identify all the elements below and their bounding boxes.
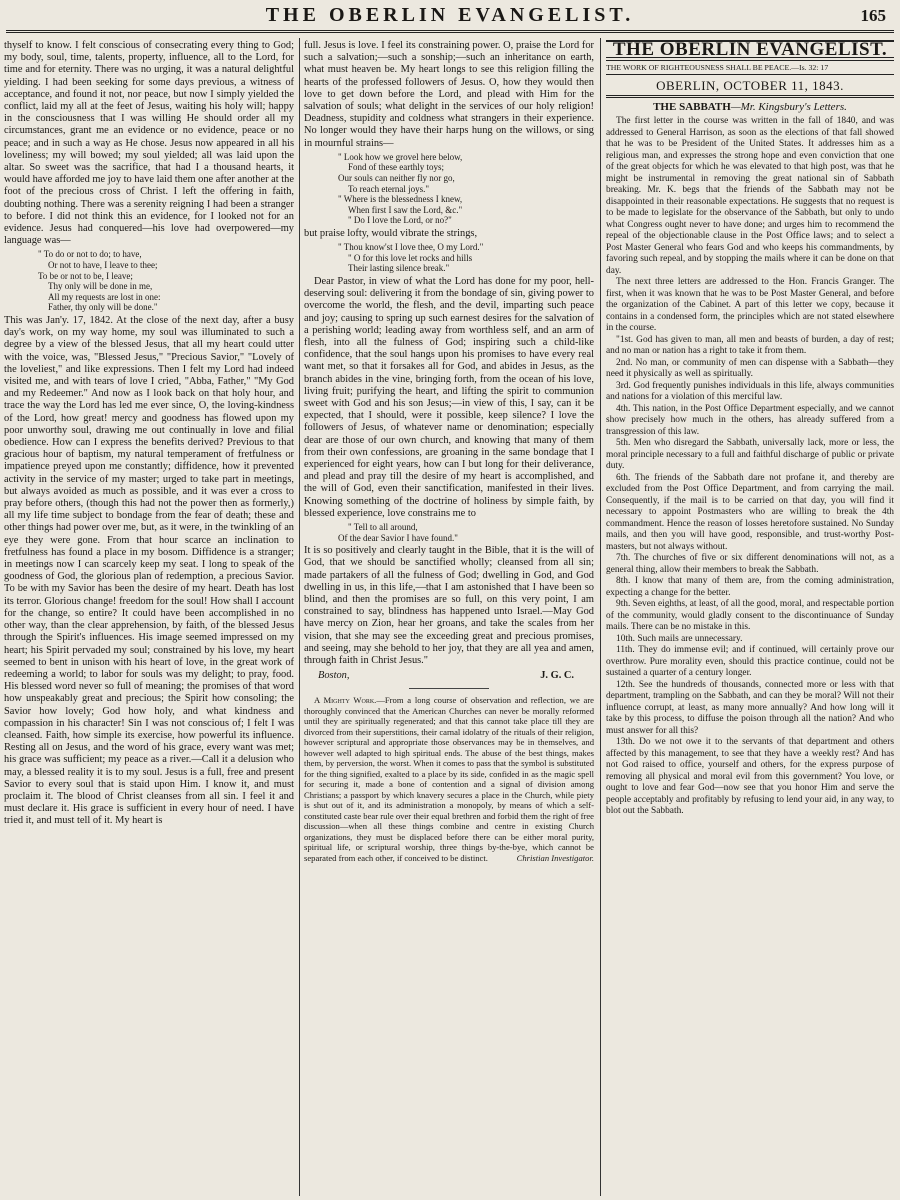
column-divider — [299, 38, 300, 1196]
page-header — [0, 2, 900, 32]
separator — [409, 688, 489, 689]
verse-line: " Tell to all around, — [348, 522, 418, 533]
column-1 — [4, 40, 294, 1200]
list-item: 3rd. God frequently punishes individuals in this life, always communities and nations for a violation of this merciful law. — [606, 380, 894, 402]
list-item: 6th. The friends of the Sabbath dare not profane it, and thereby are excluded from the Post Office Department, and from carrying the mail. Consequently, if the mail is to be carried on that day, you will find it necessary to appoint Postmasters who are willing to break the 4th commandment. Hence the reason of losses heretofore sustained. No Sunday mails, and then you will have good, responsible, and trust-worthy Post-masters, but not always without. — [606, 472, 894, 552]
item-source: Christian Investigator. — [516, 852, 594, 863]
paragraph: The first letter in the course was written in the fall of 1840, and was addressed to General Harrison, as soon as the elections of that fall showed that he was to be President of the United States. It addresses him as a religious man, and expresses the strong hope and even conviction that one of the great objects for which he was elevated to that high post, was that he might be instrumental in removing the great national sin of Sabbath breaking. Mr. K. begs that the friends of the Sabbath may not be disappointed in their reasonable expectations. He suggests that no request is to be made to legislate for the observance of the Sabbath, but only to undo what Congress ought never to have done; and urges him to recommend the repeal of the objectionable clause in the Post Office laws; and to select a Post Master General who fears God and who keeps his commandments, by favoring such repeal, and by stopping the mails where it can be done on that day. — [606, 116, 894, 276]
verse-line: All my requests are lost in one: — [48, 291, 161, 302]
verse-line: When first I saw the Lord, &c." — [348, 204, 463, 215]
signature-initials: J. G. C. — [540, 670, 574, 682]
verse-line: " Look how we grovel here below, — [338, 151, 463, 162]
paragraph: thyself to know. I felt conscious of consecrating every thing to God; my body, soul, time, talents, property, influence, all to the Lord, for time and for eternity. There was no urging, it was a natural delightful yielding. I had been seeking for some days previous, a witness of acceptance, and found it not, nor peace, but now I simply yielded the conflict, laid my all at the feet of Jesus, waiting his holy will; happy in the consciousness that I was willing He should order all my circumstances, grant me an evidence or no evidence, peace or no peace; and in such a way as He chose. Jesus now appeared in all his loveliness; my will bowed; my soul yielded; all was laid upon the altar. So sweet was the sacrifice, that had I a thousand hearts, it would have afforded me joy to have laid them one after another at the foot of the precious cross of Christ. I left the offering in faith, doubting nothing. There was a serenity reigning I had been a stranger to before. I did not think this an evidence, for I looked not for an evidence. Jesus had conquered—his love had overpowered—my language was— — [4, 40, 294, 247]
paragraph: Dear Pastor, in view of what the Lord has done for my poor, hell-deserving soul: delivering it from the bondage of sin, giving power to overcome the world, the flesh, and the devil, imparting such peace and joy; causing to spring up such earnest desires for the salvation of a perishing world; leading away from worthless self, and an arm of flesh, into all the fulness of God; inspiring such a child-like confidence, that the soul hangs upon his promises to have every real want met, so that it forsakes all for God, and abides in Jesus, as the branch abides in the vine, bringing forth, from the ocean of his love, living fruit; purifying the heart, and lifting the spirit to communion sweet with God and his son Jesus;—in view of this, I say, can it be expected, that I should, were it possible, keep silence? I love the followers of Jesus, of whatever name or denomination; especially dear are those of our own church, and knowing that many of them from their own confessions, are groaning in the same bondage that I experienced for eight years, how can I but long for their deliverance, and plead and pray till the desire of my heart is accomplished, and the will of God, even their sanctification, manifested in their lives. Knowing something of the doctrine of holiness by simple faith, by blessed experience, love constrains me to — [304, 275, 594, 519]
verse-line: To reach eternal joys." — [348, 183, 430, 194]
masthead: THE OBERLIN EVANGELIST. — [265, 4, 635, 26]
rule — [606, 95, 894, 98]
list-item: 8th. I know that many of them are, from the coming administration, expecting a change for the better. — [606, 576, 894, 598]
verse — [338, 242, 594, 274]
column-divider — [600, 38, 601, 1196]
signature-place: Boston, — [318, 670, 350, 682]
paragraph: full. Jesus is love. I feel its constraining power. O, praise the Lord for such a salvation;—such a sonship;—such an inheritance on earth, what must heaven be. My heart longs to see this religion filling the hearts of the professed followers of Jesus. O, how they would then love to get down before the Lord, and plead with Him for the salvation of souls; what delight in the services of our holy religion! Deadness, stupidity and coldness what strangers in their experience. No longer would they have their harps hung on the willows, or sing in mournful strains— — [304, 40, 594, 149]
verse-line: " To do or not to do; to have, — [38, 249, 142, 260]
verse-line: Fond of these earthly toys; — [348, 162, 444, 173]
paragraph: The next three letters are addressed to the Hon. Francis Granger. The first, when it was known that he was to be Post Master General, and before the organization of the Cabinet. A part of this letter we copy, because it contains in a condensed form, the principles which are not stated elsewhere in the course. — [606, 277, 894, 333]
signature — [318, 670, 574, 682]
editorial-masthead — [606, 40, 894, 58]
verse-line: " O for this love let rocks and hills — [348, 252, 473, 263]
paragraph: but praise lofty, would vibrate the strings, — [304, 227, 478, 239]
verse-line: " Where is the blessedness I knew, — [338, 194, 463, 205]
verse-line: " Do I love the Lord, or no?" — [348, 215, 452, 226]
column-3 — [606, 40, 894, 1200]
verse-line: Our souls can neither fly nor go, — [338, 173, 455, 184]
verse-line: Or not to have, I leave to thee; — [48, 260, 158, 271]
verse — [38, 249, 294, 313]
paragraph: This was Jan'y. 17, 1842. At the close of the next day, after a busy day's work, on my way home, my soul was illuminated to such a degree by a view of the blessed Jesus, that all my heart could utter with the voice, was, "Blessed Jesus," "Precious Savior," "Lovely of the loveliest," and like expressions. Then I felt my Lord had indeed visited me, and with tears of love I cried, "Abba, Father," "My God and my Redeemer." And now as I look back on that holy hour, and trace the way the Lord has led me ever since, O, the loving-kindness of the Lord, how great! mercy and goodness has flowed upon my poor unworthy soul, drawing me out continually in love and filial obedience. How can I express the benefits derived? Previous to that gracious hour of baptism, my natural temperament of fretfulness or impatience preyed upon me constantly; diffidence, how it prevented activity in the service of my master; urged to take part in meetings, but always avoided as much as possible, and it was ever a cross to pray before others, (though this had not the power then as formerly,) all my life time subject to bondage from the fear of death; these and other things had power over me, but, as it were, in the twinkling of an eye they were gone. From that hour scarce an inclination to fretfulness has found a place in my bosom. Diffidence is a stranger; in meetings now I can scarcely keep my seat. I long to speak of the goodness of God, the glorious plan of redemption, a precious Savior. To be with my Savior has been the desire of my heart. Death has lost its terror. Glorious change! freedom for the soul! How shall I account for the change, so entire? It could have been accomplished in no other way, than the clear apprehension, by faith, of the blessed Jesus through the Spirit's influences. His image seemed impressed on my heart; his Spirit pervaded my soul; constrained by his love, my heart seemed to bent in unison with his heart of love, in the great work of redeeming a world; to labor for souls was my delight; to pray, food. His blessed word never so full of meaning; the promises of that word how unspeakably great and precious; the Spirit how consoling; the Savior how lovely; God how holy, and what kindness and compassion in his character! Sin I was not conscious of; I felt I was cleansed. Faith, how simple its exercise, how powerful its influence. Resting all on Jesus, and the word of his grace, every want was met; his grace was sufficient; my peace as a river.—Call it a delusion who may, a blessed reality it is to my soul. Jesus is a full, free and present Savior to every soul that is staid upon Him. I know it, and must proclaim it. The blood of Christ cleanses from all sin. I feel it and must declare it. His grace is sufficient in every hour of need. I have tried it, and must tell of it. My heart is — [4, 315, 294, 827]
list-item: 9th. Seven eighths, at least, of all the good, moral, and respectable portion of the community, would gladly consent to the discontinuance of Sunday mails. There can be no mistake in this. — [606, 599, 894, 632]
list-item: 10th. Such mails are unnecessary. — [616, 633, 743, 644]
verse-line: Their lasting silence break." — [348, 263, 450, 274]
list-item: 7th. The churches of five or six different denominations will not, as a general thing, allow their members to break the Sabbath. — [606, 553, 894, 575]
verse — [338, 152, 594, 226]
verse-line: Of the dear Savior I have found." — [338, 532, 458, 543]
article-heading — [606, 102, 894, 114]
list-item: "1st. God has given to man, all men and beasts of burden, a day of rest; and no man or nation has a right to take it from them. — [606, 334, 894, 356]
list-item: 11th. They do immense evil; and if continued, will certainly prove our overthrow. Pure morality even, should this practice continue, could not be sustained a quarter of a century longer. — [606, 645, 894, 678]
article-subtitle: —Mr. Kingsbury's Letters. — [730, 100, 847, 113]
article-title: THE SABBATH — [653, 100, 731, 113]
list-item: 12th. See the hundreds of thousands, connected more or less with that department, trampling on the Sabbath, and can they be moral? Will not their influence corrupt, at least, as many more annually? And how long will it take by this process, to diffuse the poison through all the nation? And who must answer for all this? — [606, 679, 894, 736]
list-item: 13th. Do we not owe it to the servants of that department and others affected by this management, to see that they have a weekly rest? And has not God raised to office, yourself and others, for the express purpose of removing all physical and moral evil from this government? You love, or ought to love and fear God—now see that you honor Him and serve the people acceptably and profitably by refusing to lend your aid, in any way, to blot out the Sabbath. — [606, 737, 894, 816]
verse — [338, 522, 594, 543]
dateline: OBERLIN, OCTOBER 11, 1843. — [656, 78, 844, 93]
motto: THE WORK OF RIGHTEOUSNESS SHALL BE PEACE.—Is. 32: 17 — [606, 60, 894, 76]
column-2 — [304, 40, 594, 1200]
verse-line: Father, thy only will be done." — [48, 302, 158, 313]
paragraph — [304, 695, 594, 863]
item-text: —From a long course of observation and reflection, we are thoroughly convinced that the American Churches can never be morally reformed until they are spiritually regenerated; and that this cannot take place till they are divorced from their superstitions, their carnal idolatry of the rituals of their religion, however scriptural and appropriate those observances may be in themselves, and however well adapted to high spiritual ends. The abuse of the best things, makes them, by perversion, the worst. When it comes to pass that the symbol is substituted for the thing signified, exalted to a place by its side, confided in as the magic spell for securing it, made a bone of contention and a signal of division among Christians; a passport by which knavery secures a place in the Church, while piety is shut out of it, and its administration a monopoly, by means of which a self-constituted caste bear rule over their equal brethren and forbid them the right of free discussion—when all these things combine and centre in existing Church organizations, they must be displaced before there can be either moral purity, spiritual life, or scriptural worship, three things by-the-bye, which cannot be separated from each other, if conceived to be distinct. — [304, 695, 594, 863]
page-number: 165 — [860, 6, 886, 25]
list-item: 4th. This nation, in the Post Office Department especially, and we cannot show precisely how much in the others, has already suffered from a transgression of this law. — [606, 403, 894, 437]
verse-line: Thy only will be done in me, — [48, 281, 153, 292]
item-lead: A Mighty Work. — [314, 695, 377, 706]
verse-line: " Thou know'st I love thee, O my Lord." — [338, 242, 484, 253]
paragraph: It is so positively and clearly taught in the Bible, that it is the will of God, that we should be sanctified wholly; cleansed from all sin; made partakers of all the fulness of God; dwelling in God, and God dwelling in us, in this life,—that I am astonished that I have been so blind, and then the promises are so full, on this very point, I am constrained to say, blindness has happened unto Israel.—May God have mercy on Zion, hear her groans, and take the scales from her vision, that she may see the exceeding great and precious promises, and seeing, may she behold to her joy, that they are all yea and amen, through faith in Christ Jesus." — [304, 545, 594, 667]
header-rule — [6, 30, 894, 33]
verse-line: To be or not to be, I leave; — [38, 270, 133, 281]
list-item: 2nd. No man, or community of men can dispense with a Sabbath—they need it physically as well as spiritually. — [606, 357, 894, 379]
editorial-title: THE OBERLIN EVANGELIST. — [612, 40, 888, 60]
list-item: 5th. Men who disregard the Sabbath, universally lack, more or less, the moral principle necessary to a full and faithful discharge of public or private duty. — [606, 438, 894, 471]
